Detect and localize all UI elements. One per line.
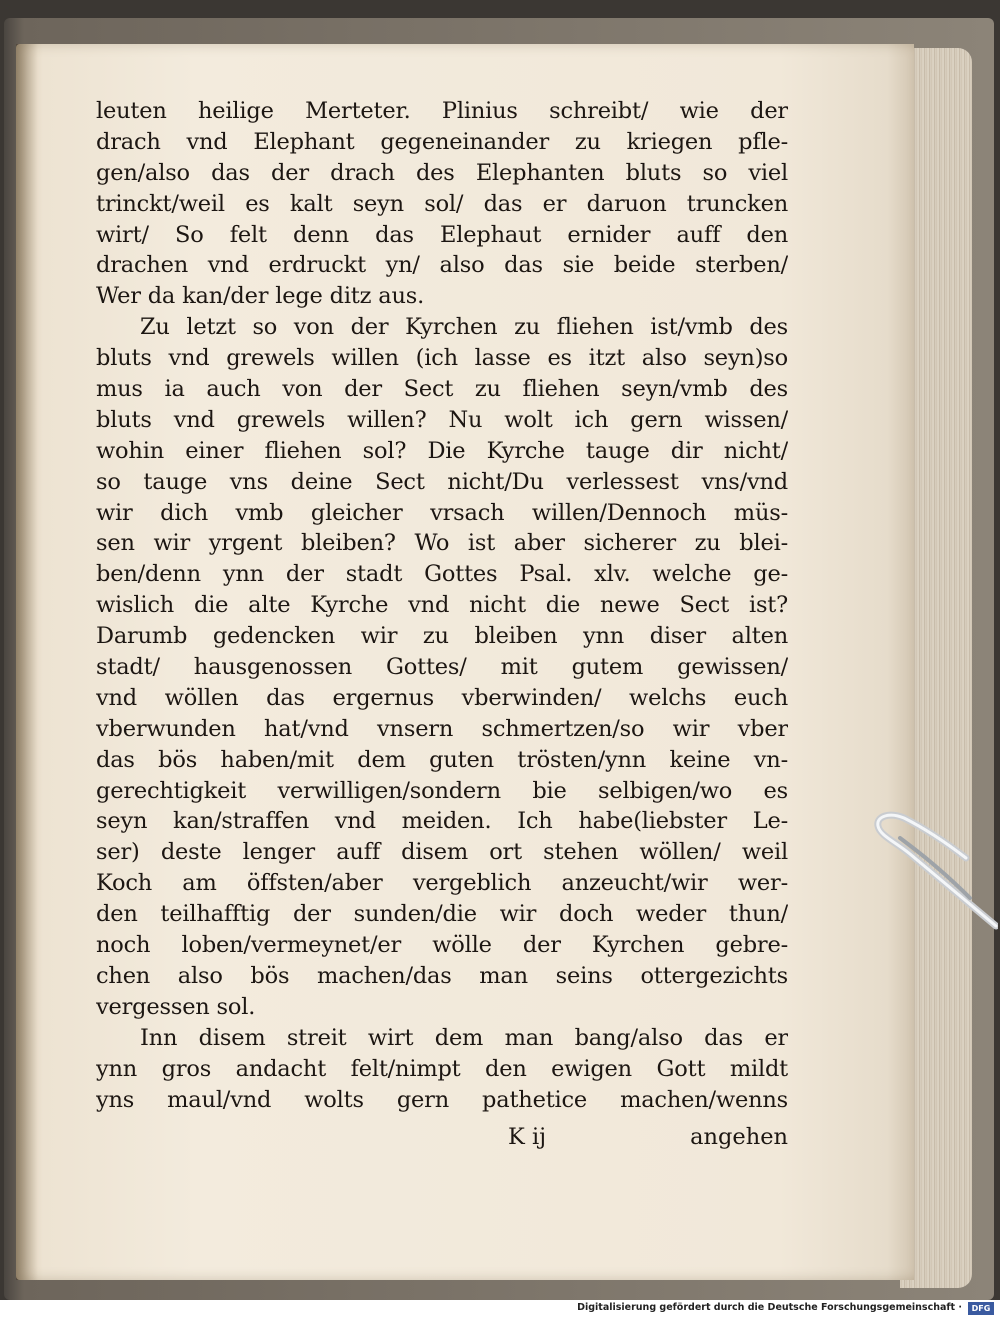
text-line: wirt/ So felt denn das Elephaut ernider auff den <box>96 221 788 248</box>
text-line: Darumb gedencken wir zu bleiben ynn diser alten <box>96 623 788 650</box>
text-line: ynn gros andacht felt/nimpt den ewigen Gott mildt <box>96 1055 788 1082</box>
catchword: angehen <box>690 1124 788 1150</box>
text-line: so tauge vns deine Sect nicht/Du verlessest vns/vnd <box>96 468 788 495</box>
text-line: sen wir yrgent bleiben? Wo ist aber sicherer zu blei- <box>96 530 788 557</box>
text-line: vergessen sol. <box>96 993 256 1020</box>
funding-credit: Digitalisierung gefördert durch die Deutsche Forschungsgemeinschaft · <box>577 1302 962 1313</box>
text-line: Koch am öffsten/aber vergeblich anzeucht/wir wer- <box>96 870 788 897</box>
text-line: drach vnd Elephant gegeneinander zu kriegen pfle- <box>96 128 788 155</box>
text-line: yns maul/vnd wolts gern pathetice machen/wenns <box>96 1086 788 1113</box>
text-line: leuten heilige Merteter. Plinius schreibt/ wie der <box>96 98 788 124</box>
text-line: bluts vnd grewels willen? Nu wolt ich gern wissen/ <box>96 406 788 433</box>
text-line: gen/also das der drach des Elephanten bluts so viel <box>96 159 788 186</box>
text-line: drachen vnd erdruckt yn/ also das sie beide sterben/ <box>96 252 788 279</box>
paper-clip-icon <box>870 808 998 940</box>
text-line: wir dich vmb gleicher vrsach willen/Dennoch müs- <box>96 499 788 526</box>
text-line: trinckt/weil es kalt seyn sol/ das er daruon truncken <box>96 190 788 217</box>
text-line: wohin einer fliehen sol? Die Kyrche tauge dir nicht/ <box>96 437 788 464</box>
text-line: stadt/ hausgenossen Gottes/ mit gutem gewissen/ <box>96 654 788 681</box>
dfg-logo: DFG <box>968 1302 994 1315</box>
text-line: Zu letzt so von der Kyrchen zu fliehen ist/vmb des <box>140 314 788 341</box>
text-line: bluts vnd grewels willen (ich lasse es itzt also seyn)so <box>96 345 788 372</box>
signature-mark: K ij <box>508 1124 547 1150</box>
text-line: Wer da kan/der lege ditz aus. <box>96 283 425 310</box>
text-line: mus ia auch von der Sect zu fliehen seyn/vmb des <box>96 376 788 403</box>
text-line: wislich die alte Kyrche vnd nicht die newe Sect ist? <box>96 592 788 619</box>
text-line: ben/denn ynn der stadt Gottes Psal. xlv. welche ge- <box>96 561 788 588</box>
text-line: vberwunden hat/vnd vnsern schmertzen/so wir vber <box>96 715 788 742</box>
text-line: das bös haben/mit dem guten trösten/ynn keine vn- <box>96 746 788 773</box>
text-line: chen also bös machen/das man seins ottergezichts <box>96 962 788 989</box>
text-line: ser) deste lenger auff disem ort stehen wöllen/ weil <box>96 839 788 866</box>
text-line: noch loben/vermeynet/er wölle der Kyrchen gebre- <box>96 932 788 959</box>
text-line: vnd wöllen das ergernus vberwinden/ welchs euch <box>96 684 788 711</box>
page-footer-line <box>96 1124 788 1156</box>
text-line: seyn kan/straffen vnd meiden. Ich habe(liebster Le- <box>96 808 788 835</box>
text-line: Inn disem streit wirt dem man bang/also das er <box>140 1024 788 1051</box>
text-line: gerechtigkeit verwilligen/sondern bie selbigen/wo es <box>96 777 788 804</box>
page-text-block <box>96 96 788 1115</box>
spine-shadow <box>16 44 38 1280</box>
footer-bar <box>0 1300 1000 1318</box>
text-line: den teilhafftig der sunden/die wir doch weder thun/ <box>96 901 788 928</box>
